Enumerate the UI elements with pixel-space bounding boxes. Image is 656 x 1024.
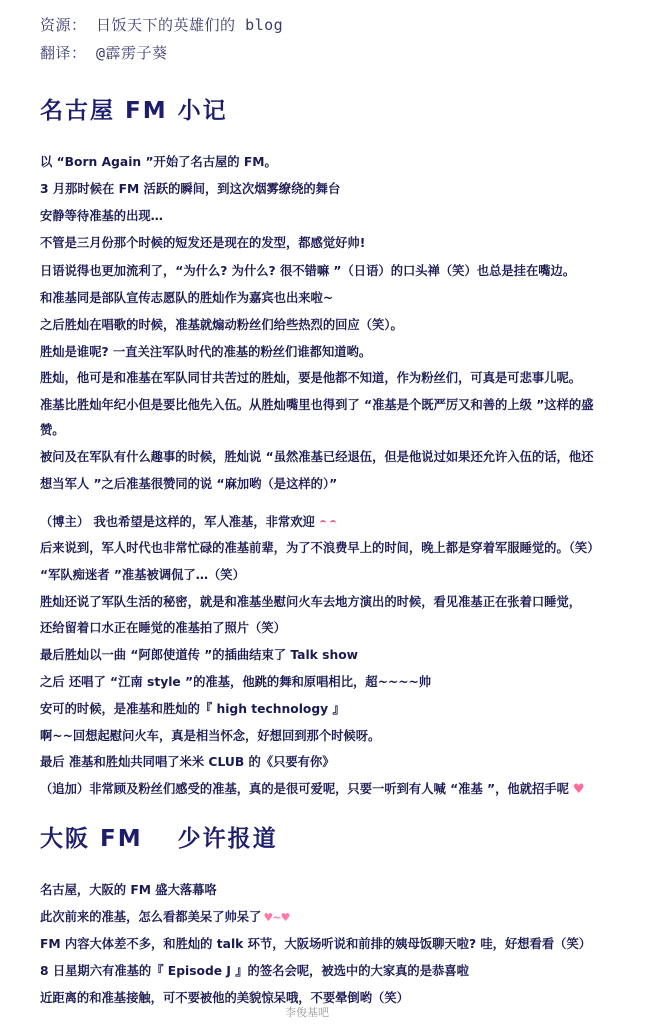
addendum-text: （追加）非常顾及粉丝们感受的准基，真的是很可爱呢，只要一听到有人喊 “准基 ”，他就招手呢 [40,782,569,796]
article-line: 和准基同是部队宣传志愿队的胜灿作为嘉宾也出来啦~ [40,291,334,305]
article-line: 被问及在军队有什么趣事的时候，胜灿说 “虽然准基已经退伍，但是他说过如果还允许入伍的话，他还 [40,450,594,464]
article-line: 最后 准基和胜灿共同唱了米米 CLUB 的《只要有你》 [40,755,335,769]
smiling-face-emoticon [319,518,337,528]
blogger-comment: （博主） 我也希望是这样的，军人准基，非常欢迎 [40,515,315,529]
article-line: 安静等待准基的出现… [40,209,163,223]
article-line: 安可的时候，是准基和胜灿的『 high technology 』 [40,702,345,716]
article-line: 最后胜灿以一曲 “阿郎使道传 ”的插曲结束了 Talk show [40,648,359,662]
watermark: 李俊基吧 [285,1006,329,1019]
section-title-nagoya: 名古屋 FM 小记 [40,98,228,124]
article-line: 还给留着口水正在睡觉的准基拍了照片（笑） [40,621,286,635]
article-line: 想当军人 ”之后准基很赞同的说 “麻加哟（是这样的）” [40,477,338,491]
article-line: FM 内容大体差不多，和胜灿的 talk 环节，大阪场听说和前排的姨母饭聊天啦? 哇，好想看看（笑） [40,937,592,951]
article-line [40,779,634,797]
article-line: 啊~~回想起慰问火车，真是相当怀念，好想回到那个时候呀。 [40,729,381,743]
article-line: 准基比胜灿年纪小但是要比他先入伍。从胜灿嘴里也得到了 “准基是个既严厉又和善的上级 ”这样的盛 [40,398,594,412]
source-line: 资源： 日饭天下的英雄们的 blog [40,16,284,34]
article-line: 之后 还唱了 “江南 style ”的准基，他跳的舞和原唱相比，超~~~~帅 [40,675,432,689]
hearts-emoticon: ♥~♥ [263,911,290,924]
article-line: 赞。 [40,423,65,437]
article-line: 胜灿，他可是和准基在军队同甘共苦过的胜灿，要是他都不知道，作为粉丝们，可真是可悲事儿呢。 [40,371,582,385]
translator-line: 翻译： @霹雳子葵 [40,44,168,62]
article-line: 胜灿还说了军队生活的秘密，就是和准基坐慰问火车去地方演出的时候，看见准基正在张着口睡觉， [40,595,582,609]
article-line: 3 月那时候在 FM 活跃的瞬间，到这次烟雾缭绕的舞台 [40,182,341,196]
article-line: 日语说得也更加流利了，“为什么? 为什么? 很不错嘛 ”（日语）的口头禅（笑）也总是挂在嘴边。 [40,264,576,278]
article-line: 8 日星期六有准基的『 Episode J 』的签名会呢，被选中的大家真的是恭喜啦 [40,964,469,978]
section-title-osaka: 大阪 FM 少许报道 [40,826,278,852]
article-line: 名古屋，大阪的 FM 盛大落幕咯 [40,883,217,897]
article-line [40,512,634,530]
article-line: “军队痴迷者 ”准基被调侃了…（笑） [40,568,245,582]
article-line: 不管是三月份那个时候的短发还是现在的发型，都感觉好帅! [40,236,366,250]
article-line [40,907,634,925]
article-line: 胜灿是谁呢? 一直关注军队时代的准基的粉丝们谁都知道哟。 [40,345,372,359]
heart-icon: ♥ [572,782,585,797]
compliment-text: 此次前来的准基，怎么看都美呆了帅呆了 [40,910,262,924]
article-line: 以 “Born Again ”开始了名古屋的 FM。 [40,155,277,169]
article-line: 近距离的和准基接触，可不要被他的美貌惊呆哦，不要晕倒哟（笑） [40,991,409,1005]
article-line: 之后胜灿在唱歌的时候，准基就煽动粉丝们给些热烈的回应（笑）。 [40,318,403,332]
article-line: 后来说到，军人时代也非常忙碌的准基前辈，为了不浪费早上的时间，晚上都是穿着军服睡觉的。（笑） [40,541,600,555]
